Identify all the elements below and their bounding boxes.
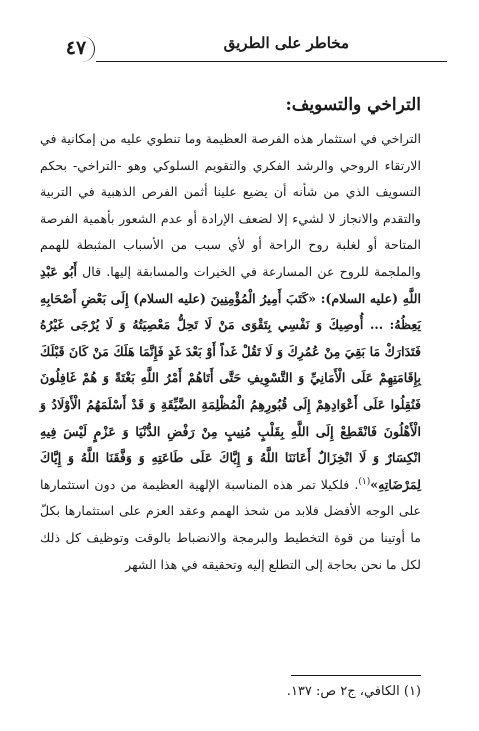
running-title: مخاطر على الطريق	[223, 34, 349, 52]
footnote-reference: (١)	[358, 476, 371, 487]
body-text-continuation: . فلكيلا تمر هذه المناسبة الإلهية العظيمة من دون استثمارها على الوجه الأفضل فلابد من شحذ الهمم وعقد العزم على استثمارها بكلّ ما أوتينا من قوة التخطيط والبرمجة والانضباط بالوقت وتوظيف كل ذلك لكل ما نحن بحاجة إلى التطلع إليه وتحقيقه في هذا الشهر	[40, 476, 421, 572]
body-text-intro: التراخي في استثمار هذه الفرصة العظيمة وما تنطوي عليه من إمكانية في الارتقاء الروحي والرشد الفكري والتقويم السلوكي وهو -التراخي- بحكم التسويف الذي من شأنه أن يضيع علينا أثمن الفرص الذهبية في التربية والتقدم والانجاز لا لشيء إلا لضعف الإرادة أو عدم الشعور بأهمية الفرصة المتاحة أو لغلبة روح الراحة أو لأي سبب من الأسباب المثبطة للهمم والملجمة للروح عن المسارعة في الخيرات والمسابقة إليها. قال	[40, 131, 421, 279]
page-number: ٤٧	[58, 36, 95, 62]
header-rule	[96, 61, 447, 62]
footnote: (١) الكافي، ج٢ ص: ١٣٧.	[286, 684, 421, 699]
footnote-rule	[291, 675, 421, 676]
section-heading: التراخي والتسويف:	[285, 95, 421, 115]
body-paragraph	[40, 126, 421, 578]
hadith-quote: أَبُو عَبْدِ اللَّهِ (عليه السلام): «كَتَبَ أَمِيرُ الْمُؤْمِنِينَ (عليه السلام) إِلَى بَعْضِ أَصْحَابِهِ يَعِظُهُ: ... أُوصِيكَ وَ نَفْسِي بِتَقْوَى مَنْ لَا تَحِلُّ مَعْصِيَتُهُ وَ لَا يُرْجَى غَيْرُهُ فَتَدَارَكْ مَا بَقِيَ مِنْ عُمُرِكَ وَ لَا تَقُلْ غَداً أَوْ بَعْدَ غَدٍ فَإِنَّمَا هَلَكَ مَنْ كَانَ قَبْلَكَ بِإِقَامَتِهِمْ عَلَى الْأَمَانِيِّ وَ التَّسْوِيفِ حَتَّى أَتَاهُمْ أَمْرُ اللَّهِ بَغْتَةً وَ هُمْ غَافِلُونَ فَنُقِلُوا عَلَى أَعْوَادِهِمْ إِلَى قُبُورِهِمُ الْمُظْلِمَةِ الضَّيِّقَةِ وَ قَدْ أَسْلَمَهُمُ الْأَوْلَادُ وَ الْأَهْلُونَ فَانْقَطِعْ إِلَى اللَّهِ بِقَلْبٍ مُنِيبٍ مِنْ رَفْضِ الدُّنْيَا وَ عَزْمٍ لَيْسَ فِيهِ انْكِسَارٌ وَ لَا انْخِزَالٌ أَعَانَنَا اللَّهُ وَ إِيَّاكَ عَلَى طَاعَتِهِ وَ وَفَّقَنَا اللَّهُ وَ إِيَّاكَ لِمَرْضَاتِهِ»	[40, 263, 421, 492]
running-header	[58, 34, 447, 64]
